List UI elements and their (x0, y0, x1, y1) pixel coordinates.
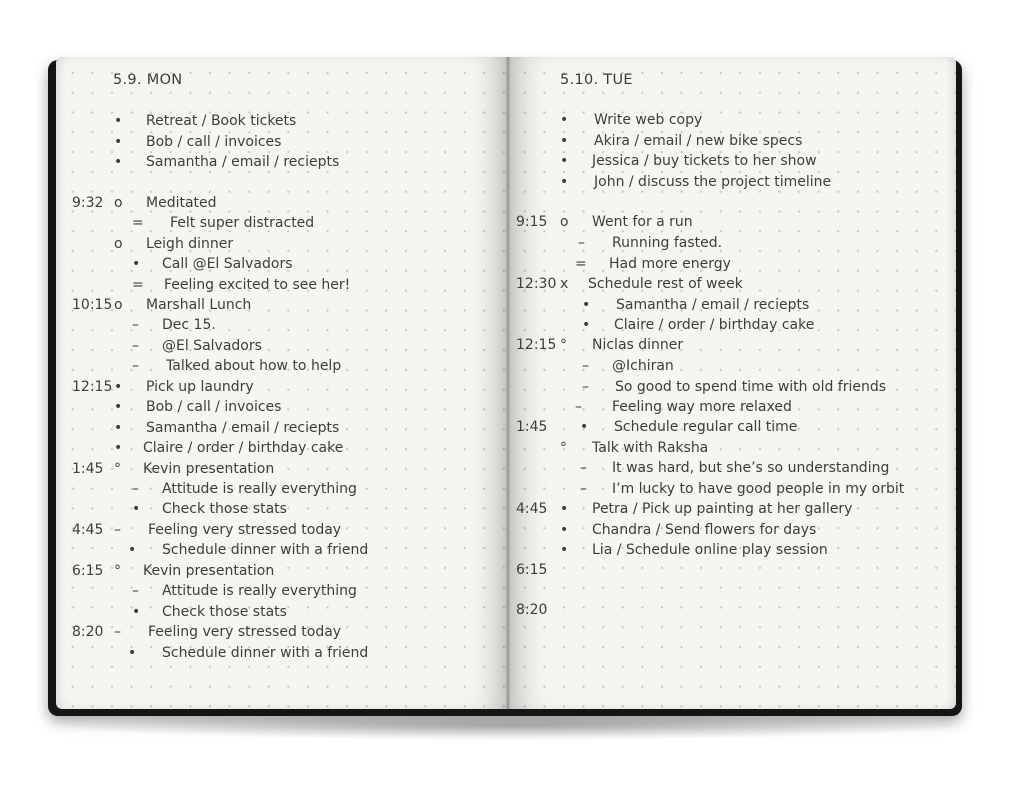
entry-time: 1:45 (516, 419, 548, 435)
entry-text-attitude-is-really-everything: Attitude is really everything (162, 583, 357, 599)
bullet-symbol: o (114, 195, 123, 211)
bullet-symbol: • (582, 297, 591, 313)
bullet-symbol: – (578, 235, 585, 251)
entry-text-kevin-presentation: Kevin presentation (143, 563, 275, 579)
bullet-symbol: – (580, 460, 587, 476)
bullet-symbol: • (114, 134, 123, 150)
bullet-symbol: ° (560, 440, 567, 456)
entry-text-talk-with-raksha: Talk with Raksha (592, 440, 709, 456)
entry-time: 4:45 (516, 501, 548, 517)
entry-text-running-fasted: Running fasted. (612, 235, 723, 251)
bullet-symbol: • (132, 604, 141, 620)
bullet-symbol: – (582, 358, 589, 374)
entry-text-el-salvadors: @El Salvadors (162, 338, 262, 354)
entry-text-bob-call-invoices: Bob / call / invoices (146, 134, 282, 150)
bullet-symbol: – (132, 583, 139, 599)
bullet-symbol: • (580, 419, 589, 435)
entry-text-feeling-excited-to-see-her: Feeling excited to see her! (164, 277, 351, 293)
bullet-symbol: • (128, 645, 137, 661)
right-page (508, 57, 956, 709)
entry-text-lia-schedule-online-play-session: Lia / Schedule online play session (592, 542, 828, 558)
entry-text-ichiran: @Ichiran (612, 358, 674, 374)
entry-time: 9:32 (72, 195, 104, 211)
bullet-symbol: – (132, 481, 139, 497)
entry-text-schedule-regular-call-time: Schedule regular call time (614, 419, 798, 435)
bullet-symbol: • (132, 256, 141, 272)
entry-text-marshall-lunch: Marshall Lunch (146, 297, 252, 313)
bullet-symbol: • (114, 379, 123, 395)
entry-time: 10:15 (72, 297, 113, 313)
bullet-symbol: = (575, 256, 587, 272)
entry-text-akira-email-new-bike-specs: Akira / email / new bike specs (594, 133, 803, 149)
entry-text-samantha-email-reciepts: Samantha / email / reciepts (616, 297, 810, 313)
bullet-symbol: • (560, 153, 569, 169)
entry-text-schedule-rest-of-week: Schedule rest of week (588, 276, 743, 292)
entry-time: 12:15 (72, 379, 113, 395)
entry-text-meditated: Meditated (146, 195, 217, 211)
bullet-symbol: o (114, 236, 123, 252)
bullet-symbol: x (560, 276, 569, 292)
entry-time: 12:15 (516, 337, 557, 353)
bullet-symbol: • (560, 542, 569, 558)
left-page-date: 5.9. MON (113, 72, 183, 88)
entry-text-write-web-copy: Write web copy (594, 112, 703, 128)
entry-text-talked-about-how-to-help: Talked about how to help (166, 358, 342, 374)
bullet-symbol: – (132, 338, 139, 354)
entry-time: 8:20 (72, 624, 104, 640)
entry-text-kevin-presentation: Kevin presentation (143, 461, 275, 477)
entry-text-samantha-email-reciepts: Samantha / email / reciepts (146, 154, 340, 170)
right-page-date: 5.10. TUE (560, 72, 633, 88)
entry-text-leigh-dinner: Leigh dinner (146, 236, 234, 252)
bullet-symbol: – (582, 379, 589, 395)
bullet-symbol: ° (114, 563, 121, 579)
entry-text-claire-order-birthday-cake: Claire / order / birthday cake (614, 317, 815, 333)
entry-text-pick-up-laundry: Pick up laundry (146, 379, 254, 395)
entry-text-it-was-hard-but-she-s-so-understanding: It was hard, but she’s so understanding (612, 460, 890, 476)
bullet-symbol: • (114, 113, 123, 129)
bullet-symbol: • (132, 501, 141, 517)
entry-text-feeling-way-more-relaxed: Feeling way more relaxed (612, 399, 792, 415)
bullet-symbol: • (560, 174, 569, 190)
entry-text-feeling-very-stressed-today: Feeling very stressed today (148, 624, 342, 640)
entry-time: 12:30 (516, 276, 557, 292)
bullet-symbol: – (114, 624, 121, 640)
entry-text-i-m-lucky-to-have-good-people-in-my-orbi: I’m lucky to have good people in my orbit (612, 481, 905, 497)
bullet-symbol: • (560, 133, 569, 149)
entry-text-check-those-stats: Check those stats (162, 604, 287, 620)
notebook-shadow (70, 712, 954, 740)
bullet-symbol: • (560, 501, 569, 517)
entry-text-felt-super-distracted: Felt super distracted (170, 215, 315, 231)
entry-text-jessica-buy-tickets-to-her-show: Jessica / buy tickets to her show (592, 153, 817, 169)
bullet-symbol: o (560, 214, 569, 230)
entry-time: 1:45 (72, 461, 104, 477)
notebook-spine (506, 57, 510, 709)
entry-text-bob-call-invoices: Bob / call / invoices (146, 399, 282, 415)
bullet-symbol: • (560, 522, 569, 538)
bullet-symbol: ° (114, 461, 121, 477)
entry-text-schedule-dinner-with-a-friend: Schedule dinner with a friend (162, 542, 369, 558)
entry-text-john-discuss-the-project-timeline: John / discuss the project timeline (594, 174, 832, 190)
entry-time: 6:15 (516, 562, 548, 578)
entry-text-feeling-very-stressed-today: Feeling very stressed today (148, 522, 342, 538)
bullet-symbol: = (132, 277, 144, 293)
entry-text-call-el-salvadors: Call @El Salvadors (162, 256, 293, 272)
bullet-symbol: – (132, 358, 139, 374)
entry-text-samantha-email-reciepts: Samantha / email / reciepts (146, 420, 340, 436)
bullet-symbol: ° (560, 337, 567, 353)
entry-text-dec-15: Dec 15. (162, 317, 216, 333)
entry-text-chandra-send-flowers-for-days: Chandra / Send flowers for days (592, 522, 817, 538)
bullet-symbol: o (114, 297, 123, 313)
entry-text-schedule-dinner-with-a-friend: Schedule dinner with a friend (162, 645, 369, 661)
bullet-symbol: – (114, 522, 121, 538)
entry-text-attitude-is-really-everything: Attitude is really everything (162, 481, 357, 497)
bullet-symbol: = (132, 215, 144, 231)
entry-time: 4:45 (72, 522, 104, 538)
entry-text-retreat-book-tickets: Retreat / Book tickets (146, 113, 297, 129)
left-page (56, 57, 508, 709)
bullet-symbol: – (580, 481, 587, 497)
bullet-symbol: • (582, 317, 591, 333)
entry-text-niclas-dinner: Niclas dinner (592, 337, 684, 353)
bullet-symbol: • (114, 399, 123, 415)
entry-text-check-those-stats: Check those stats (162, 501, 287, 517)
bullet-symbol: • (114, 440, 123, 456)
bullet-symbol: • (128, 542, 137, 558)
entry-text-claire-order-birthday-cake: Claire / order / birthday cake (143, 440, 344, 456)
entry-time: 8:20 (516, 602, 548, 618)
entry-text-so-good-to-spend-time-with-old-friends: So good to spend time with old friends (615, 379, 887, 395)
bullet-symbol: – (132, 317, 139, 333)
entry-text-had-more-energy: Had more energy (609, 256, 731, 272)
entry-text-petra-pick-up-painting-at-her-gallery: Petra / Pick up painting at her gallery (592, 501, 853, 517)
bullet-symbol: • (560, 112, 569, 128)
bullet-symbol: • (114, 154, 123, 170)
bullet-symbol: • (114, 420, 123, 436)
entry-time: 9:15 (516, 214, 548, 230)
entry-text-went-for-a-run: Went for a run (592, 214, 693, 230)
bullet-symbol: – (575, 399, 582, 415)
entry-time: 6:15 (72, 563, 104, 579)
